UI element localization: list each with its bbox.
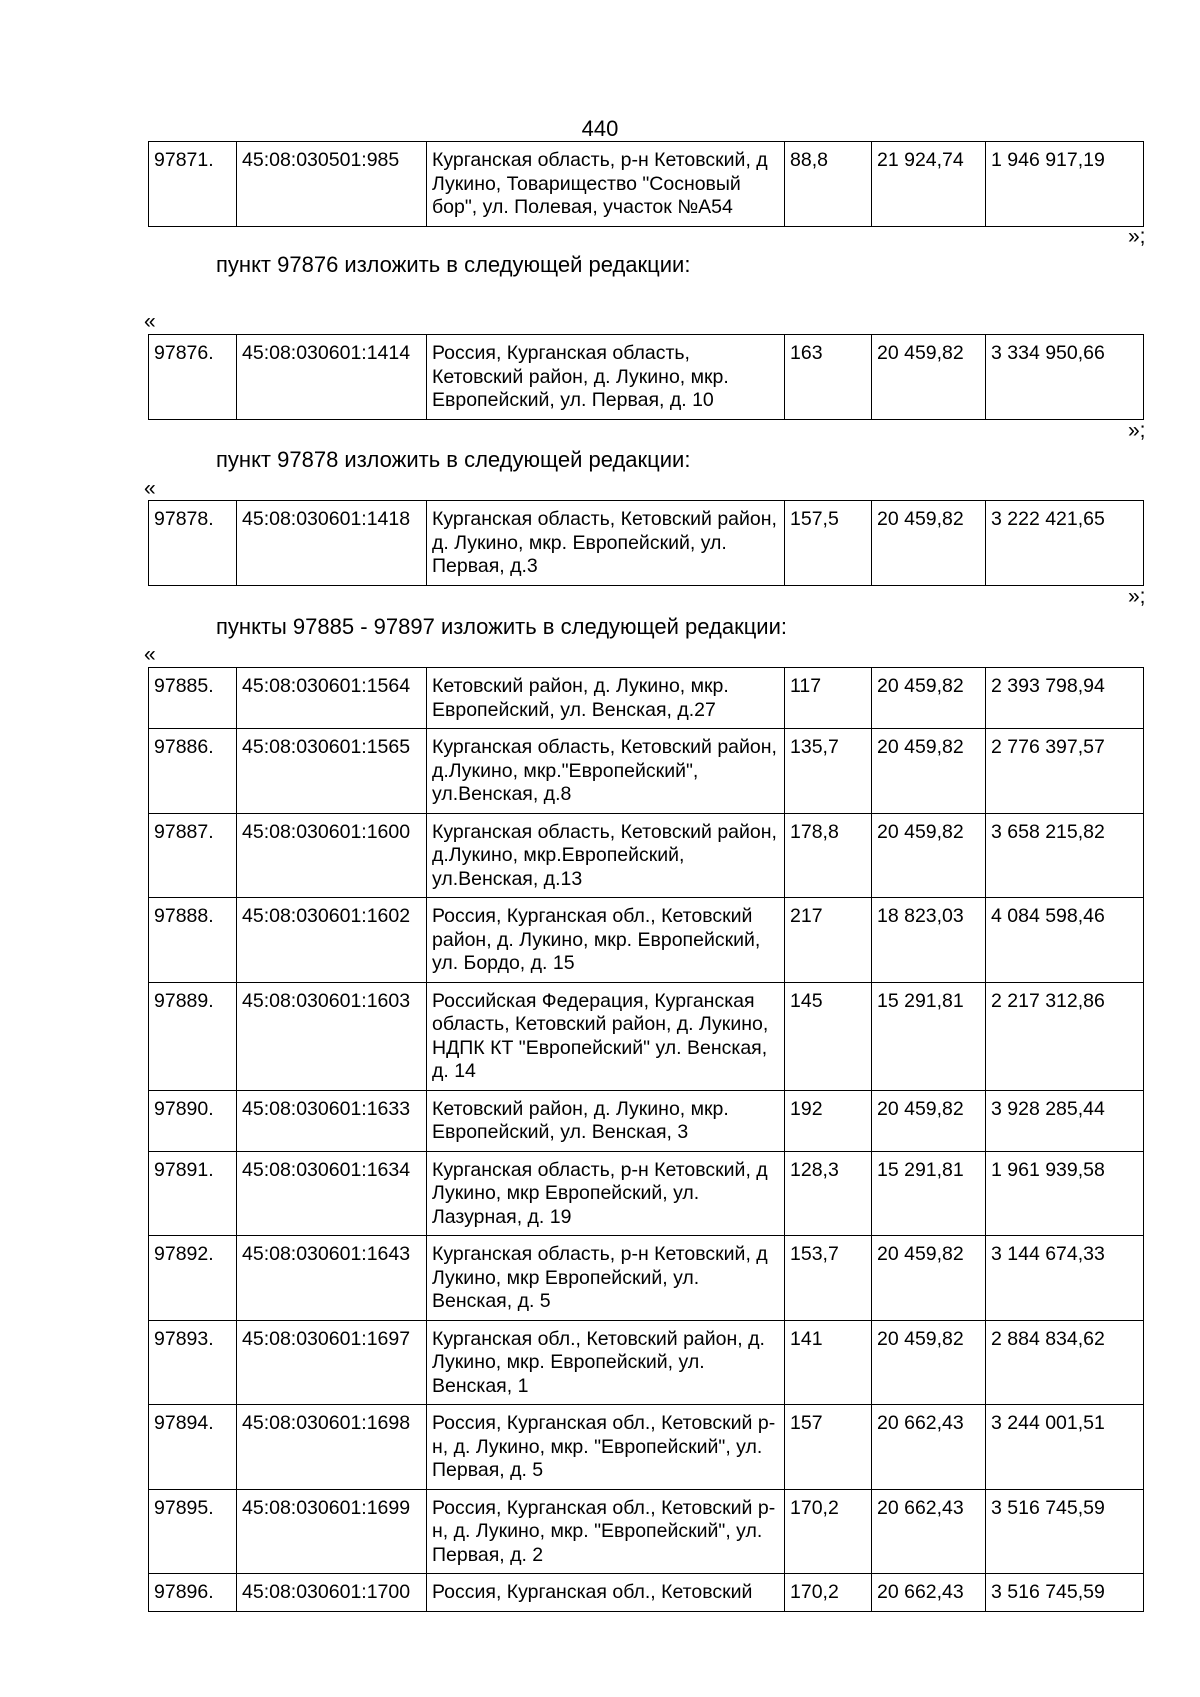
area-cell: 178,8 [785, 813, 872, 898]
cadastral-value-cell: 2 393 798,94 [986, 668, 1144, 729]
cadastral-rate-cell: 20 459,82 [872, 1090, 986, 1151]
address-cell: Курганская область, Кетовский район, д.Лукино, мкр.Европейский, ул.Венская, д.13 [427, 813, 785, 898]
area-cell: 145 [785, 982, 872, 1090]
opening-quote: « [144, 310, 156, 333]
cadastral-rate-cell: 20 459,82 [872, 813, 986, 898]
cadastral-value-cell: 3 144 674,33 [986, 1236, 1144, 1321]
item-number-cell: 97893. [149, 1320, 237, 1405]
cadastral-number-cell: 45:08:030601:1643 [237, 1236, 427, 1321]
table-row [149, 1489, 1144, 1574]
area-cell: 135,7 [785, 729, 872, 814]
cadastral-value-cell: 2 776 397,57 [986, 729, 1144, 814]
cadastral-number-cell: 45:08:030601:1414 [237, 335, 427, 420]
table-row [149, 982, 1144, 1090]
cadastral-value-cell: 3 334 950,66 [986, 335, 1144, 420]
cadastral-rate-cell: 20 662,43 [872, 1489, 986, 1574]
table-row [149, 668, 1144, 729]
address-cell: Кетовский район, д. Лукино, мкр. Европейский, ул. Венская, д.27 [427, 668, 785, 729]
cadastral-rate-cell: 15 291,81 [872, 982, 986, 1090]
closing-quote: »; [1128, 225, 1146, 248]
page-number: 440 [581, 116, 619, 141]
table-row [149, 1090, 1144, 1151]
cadastral-value-cell: 3 658 215,82 [986, 813, 1144, 898]
cadastral-value-cell: 3 516 745,59 [986, 1574, 1144, 1612]
item-number-cell: 97885. [149, 668, 237, 729]
area-cell: 170,2 [785, 1489, 872, 1574]
table-row [149, 813, 1144, 898]
cadastral-number-cell: 45:08:030601:1697 [237, 1320, 427, 1405]
cadastral-value-cell: 3 244 001,51 [986, 1405, 1144, 1490]
table-row [149, 501, 1144, 586]
area-cell: 153,7 [785, 1236, 872, 1321]
address-cell: Российская Федерация, Курганская область, Кетовский район, д. Лукино, НДПК КТ "Европейский" ул. Венская, д. 14 [427, 982, 785, 1090]
item-number-cell: 97889. [149, 982, 237, 1090]
cadastral-value-cell: 2 217 312,86 [986, 982, 1144, 1090]
table-row [149, 335, 1144, 420]
cadastral-value-cell: 3 222 421,65 [986, 501, 1144, 586]
table-row [149, 142, 1144, 227]
cadastral-rate-cell: 15 291,81 [872, 1151, 986, 1236]
address-cell: Россия, Курганская обл., Кетовский р-н, д. Лукино, мкр. "Европейский", ул. Первая, д. 5 [427, 1405, 785, 1490]
cadastral-number-cell: 45:08:030601:1634 [237, 1151, 427, 1236]
cadastral-number-cell: 45:08:030601:1633 [237, 1090, 427, 1151]
table-row [149, 1236, 1144, 1321]
cadastral-rate-cell: 20 459,82 [872, 501, 986, 586]
table-row [149, 729, 1144, 814]
area-cell: 163 [785, 335, 872, 420]
item-number-cell: 97894. [149, 1405, 237, 1490]
item-number-cell: 97895. [149, 1489, 237, 1574]
cadastral-rate-cell: 18 823,03 [872, 898, 986, 983]
cadastral-number-cell: 45:08:030601:1602 [237, 898, 427, 983]
register-table-97871 [148, 141, 1144, 227]
cadastral-rate-cell: 20 459,82 [872, 668, 986, 729]
cadastral-value-cell: 2 884 834,62 [986, 1320, 1144, 1405]
cadastral-number-cell: 45:08:030601:1700 [237, 1574, 427, 1612]
cadastral-value-cell: 1 946 917,19 [986, 142, 1144, 227]
item-number-cell: 97888. [149, 898, 237, 983]
cadastral-number-cell: 45:08:030601:1418 [237, 501, 427, 586]
table-row [149, 1151, 1144, 1236]
area-cell: 192 [785, 1090, 872, 1151]
register-table-97878 [148, 500, 1144, 586]
cadastral-number-cell: 45:08:030501:985 [237, 142, 427, 227]
area-cell: 157 [785, 1405, 872, 1490]
item-number-cell: 97876. [149, 335, 237, 420]
item-number-cell: 97890. [149, 1090, 237, 1151]
address-cell: Курганская область, р-н Кетовский, д Лукино, мкр Европейский, ул. Лазурная, д. 19 [427, 1151, 785, 1236]
opening-quote: « [144, 477, 156, 500]
opening-quote: « [144, 643, 156, 666]
area-cell: 170,2 [785, 1574, 872, 1612]
register-table-97876 [148, 334, 1144, 420]
address-cell: Курганская область, р-н Кетовский, д Лукино, мкр Европейский, ул. Венская, д. 5 [427, 1236, 785, 1321]
item-number-cell: 97896. [149, 1574, 237, 1612]
item-number-cell: 97878. [149, 501, 237, 586]
cadastral-number-cell: 45:08:030601:1600 [237, 813, 427, 898]
cadastral-number-cell: 45:08:030601:1699 [237, 1489, 427, 1574]
table-row [149, 1405, 1144, 1490]
address-cell: Россия, Курганская область, Кетовский район, д. Лукино, мкр. Европейский, ул. Первая, д. 10 [427, 335, 785, 420]
cadastral-number-cell: 45:08:030601:1603 [237, 982, 427, 1090]
amendment-text-97885-97897: пункты 97885 - 97897 изложить в следующей редакции: [216, 614, 788, 639]
amendment-text-97878: пункт 97878 изложить в следующей редакции: [216, 447, 691, 472]
item-number-cell: 97892. [149, 1236, 237, 1321]
amendment-text-97876: пункт 97876 изложить в следующей редакции: [216, 252, 691, 277]
area-cell: 141 [785, 1320, 872, 1405]
closing-quote: »; [1128, 585, 1146, 608]
address-cell: Кетовский район, д. Лукино, мкр. Европейский, ул. Венская, 3 [427, 1090, 785, 1151]
area-cell: 88,8 [785, 142, 872, 227]
table-row [149, 1320, 1144, 1405]
cadastral-rate-cell: 20 459,82 [872, 335, 986, 420]
area-cell: 157,5 [785, 501, 872, 586]
area-cell: 117 [785, 668, 872, 729]
cadastral-rate-cell: 20 662,43 [872, 1574, 986, 1612]
item-number-cell: 97886. [149, 729, 237, 814]
cadastral-value-cell: 4 084 598,46 [986, 898, 1144, 983]
cadastral-number-cell: 45:08:030601:1564 [237, 668, 427, 729]
table-row [149, 898, 1144, 983]
cadastral-value-cell: 1 961 939,58 [986, 1151, 1144, 1236]
cadastral-rate-cell: 20 459,82 [872, 1320, 986, 1405]
cadastral-rate-cell: 20 662,43 [872, 1405, 986, 1490]
address-cell: Россия, Курганская обл., Кетовский район, д. Лукино, мкр. Европейский, ул. Бордо, д. 15 [427, 898, 785, 983]
register-table-97885-97897 [148, 667, 1144, 1612]
item-number-cell: 97891. [149, 1151, 237, 1236]
address-cell: Курганская область, Кетовский район, д.Лукино, мкр."Европейский", ул.Венская, д.8 [427, 729, 785, 814]
cadastral-rate-cell: 20 459,82 [872, 729, 986, 814]
address-cell: Россия, Курганская обл., Кетовский р-н, д. Лукино, мкр. "Европейский", ул. Первая, д. 2 [427, 1489, 785, 1574]
area-cell: 128,3 [785, 1151, 872, 1236]
cadastral-number-cell: 45:08:030601:1565 [237, 729, 427, 814]
cadastral-value-cell: 3 516 745,59 [986, 1489, 1144, 1574]
cadastral-value-cell: 3 928 285,44 [986, 1090, 1144, 1151]
address-cell: Курганская обл., Кетовский район, д. Лукино, мкр. Европейский, ул. Венская, 1 [427, 1320, 785, 1405]
address-cell: Курганская область, Кетовский район, д. Лукино, мкр. Европейский, ул. Первая, д.3 [427, 501, 785, 586]
item-number-cell: 97871. [149, 142, 237, 227]
closing-quote: »; [1128, 419, 1146, 442]
cadastral-rate-cell: 20 459,82 [872, 1236, 986, 1321]
area-cell: 217 [785, 898, 872, 983]
cadastral-number-cell: 45:08:030601:1698 [237, 1405, 427, 1490]
item-number-cell: 97887. [149, 813, 237, 898]
cadastral-rate-cell: 21 924,74 [872, 142, 986, 227]
table-row [149, 1574, 1144, 1612]
address-cell: Курганская область, р-н Кетовский, д Лукино, Товарищество "Сосновый бор", ул. Полевая, участок №А54 [427, 142, 785, 227]
address-cell: Россия, Курганская обл., Кетовский [427, 1574, 785, 1612]
